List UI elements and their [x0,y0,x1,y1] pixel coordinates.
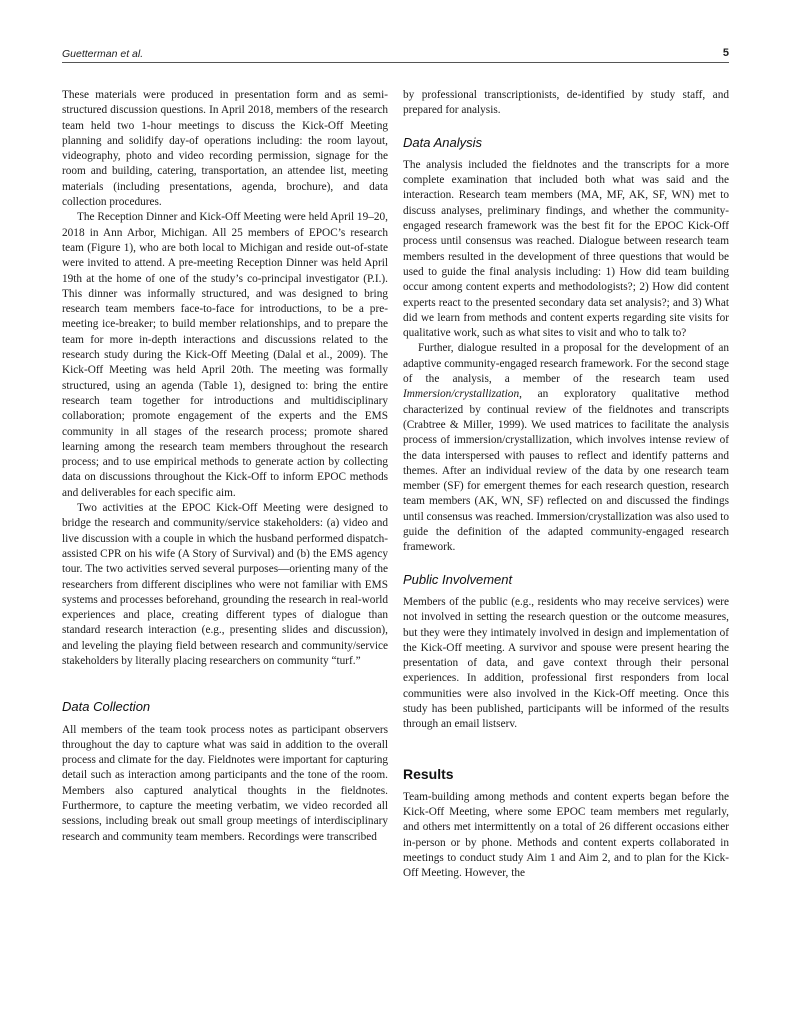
heading-results: Results [403,765,454,782]
paragraph-further-dialogue-start: Further, dialogue resulted in a proposal for the development of an adaptive community-engaged research framework. For the second stage of the analysis, a member of the research team used [403,342,729,386]
paragraph-results: Team-building among methods and content experts began before the Kick-Off Meeting, where some EPOC team members met regularly, and others met intermittently on a total of 26 different occasions either in-person or by phone. Methods and content experts collaborated in meetings to conduct study Aim 1 and Aim 2, and to plan for the Kick-Off Meeting. However, the [403,790,729,880]
paragraph-transcription: by professional transcriptionists, de-identified by study staff, and prepared for analysis. [403,89,729,117]
header-rule [62,62,729,63]
paragraph-materials: These materials were produced in presentation form and as semi-structured discussion questions. In April 2018, members of the research team held two 1-hour meetings to discuss the Kick-Off Meeting planning and solidify day-of operations including: the room layout, videography, photo and video recording permission, signage for the room and building, catering, transportation, an attendee list, meeting materials (including presentations, agenda, brochure), and data collection procedures. [62,89,388,209]
paragraph-further-dialogue-end: , an exploratory qualitative method characterized by continual review of the fieldnotes and transcripts (Crabtree & Miller, 1999). We used matrices to facilitate the analysis process of immersion/crystallization, which involves intense review of the data interspersed with pauses to reflect and identify patterns and themes. After an individual review of the data by one research team member (SF) for emergent themes for each research question, research team members (AK, WN, SF) reflected on and discussed the findings until consensus was reached. Immersion/crystallization was also used to guide the definition of the adapted community-engaged research framework. [403,388,729,554]
paragraph-two-activities: Two activities at the EPOC Kick-Off Meeting were designed to bridge the research and community/service stakeholders: (a) video and live discussion with a couple in which the husband performed dispatch-assisted CPR on his wife (A Story of Survival) and (b) the EMS agency tour. The two activities served several purposes—orienting many of the researchers from different disciplines who were not familiar with EMS systems and processes beforehand, grounding the research in real-world experiences and place, creating different types of dialogue than standard research interaction (e.g., presenting slides and discussion), and leveling the playing field between research and community/service stakeholders by literally placing researchers on community “turf.” [62,502,388,667]
left-column [62,88,388,845]
running-header-authors: Guetterman et al. [62,48,144,60]
paragraph-further-dialogue [403,341,729,555]
right-column [403,88,729,882]
page-number: 5 [722,47,729,59]
paragraph-reception-dinner: The Reception Dinner and Kick-Off Meeting were held April 19–20, 2018 in Ann Arbor, Michigan. All 25 members of EPOC’s research team (Figure 1), who are both local to Michigan and reside out-of-state were invited to attend. A pre-meeting Reception Dinner was held April 19th at the home of one of the study’s co-principal investigator (P.I.). This dinner was informally structured, and was designed to bring research team members face-to-face for introductions, to be a pre-meeting ice-breaker; to build member relationships, and to prepare the team for more in-depth interactions and discussions related to the research study during the Kick-Off Meeting (Dalal et al., 2009). The Kick-Off Meeting was held April 20th. The meeting was formally structured, using an agenda (Table 1), designed to: bring the entire research team together for introductions and multidisciplinary collaboration; promote engagement of the experts and the EMS community in all stages of the research process; promote shared learning among the research team members throughout the research process; and to use empirical methods to generate action by collecting data on discussions throughout the Kick-Off to inform EPOC methods and deliverables for each specific aim. [62,211,388,499]
term-immersion-crystallization: Immersion/crystallization [403,388,520,401]
running-header [62,44,729,62]
heading-data-collection: Data Collection [62,699,151,715]
paragraph-analysis: The analysis included the fieldnotes and the transcripts for a more complete examination that included both what was said and the interaction. Research team members (MA, MF, AK, SF, WN) met to discuss analyses, preliminary findings, and whether the community-engaged research framework was the best fit for the EPOC Kick-Off process until consensus was reached. Dialogue between research team members resulted in the development of three questions that would be used to guide the final analysis including: 1) How did team building occur among content experts and methodologists?; 2) How did content experts react to the presented secondary data set analysis?; and 3) What did we learn from methods and content experts regarding site visits for qualitative work, such as what sites to visit and who to talk to? [403,158,729,340]
heading-data-analysis: Data Analysis [403,134,482,150]
paragraph-data-collection: All members of the team took process notes as participant observers throughout the day to capture what was said in addition to the overall process and climate for the day. Fieldnotes were important for capturing detail such as interaction among participants and the tone of the room. Members also captured analytical thoughts in the fieldnotes. Furthermore, to capture the meeting verbatim, we video recorded all sessions, including break out small group meetings of interdisciplinary research and community team members. Recordings were transcribed [62,723,388,843]
paragraph-public-involvement: Members of the public (e.g., residents who may receive services) were not involved in setting the research question or the outcome measures, but they were they intimately involved in design and implementation of the Kick-Off meeting. A survivor and spouse were present hearing the presentation of data, and gave context through their personal experiences. In addition, professional first responders from local communities were also involved in the Kick-Off meeting. Once this study has been published, participants will be informed of the results through an email listserv. [403,595,729,731]
heading-public-involvement: Public Involvement [403,571,513,587]
